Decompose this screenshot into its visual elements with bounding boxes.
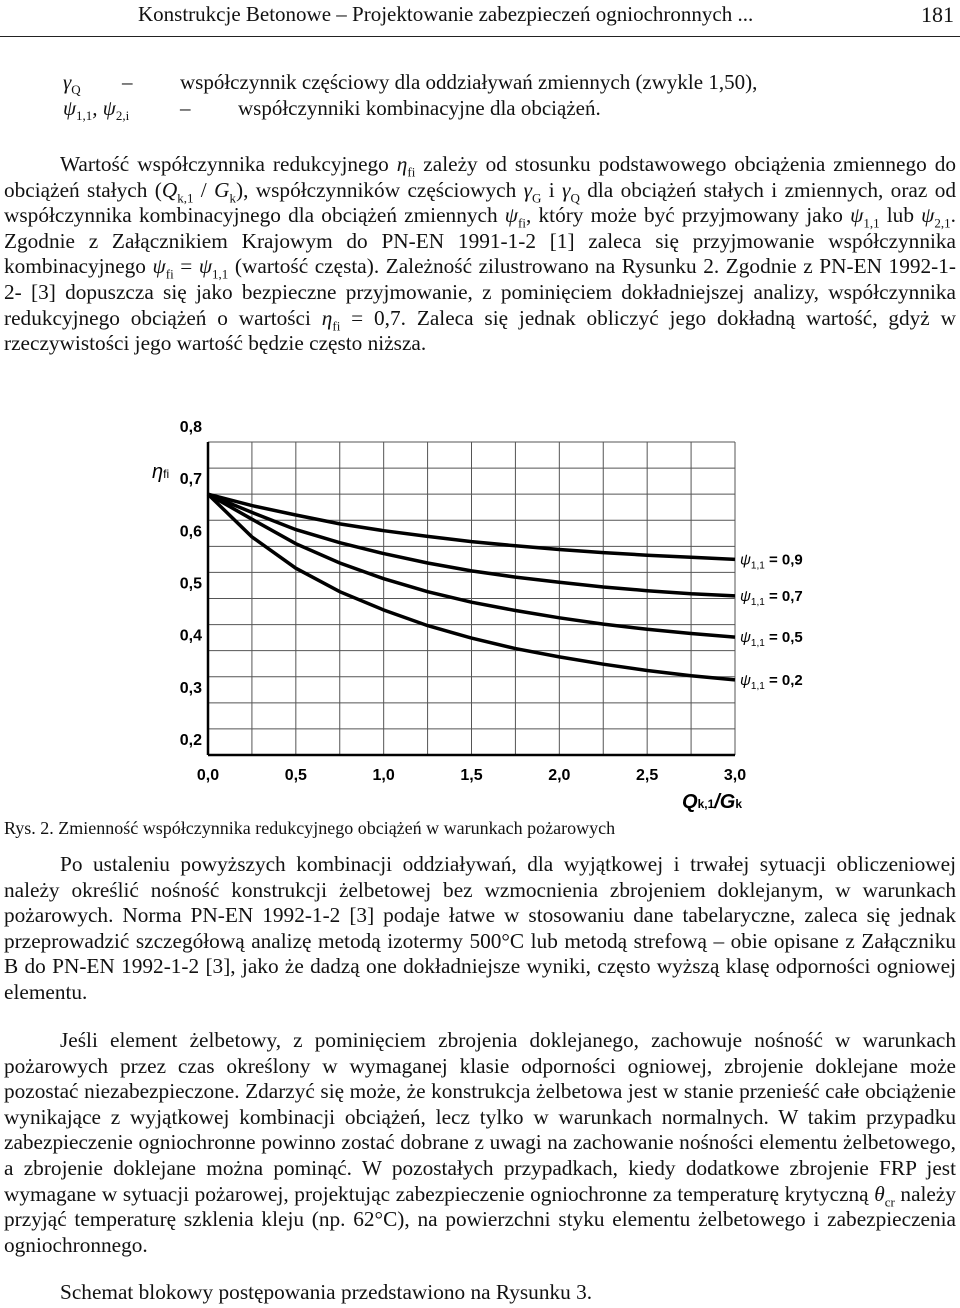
x-axis-label: Qk,1/Gk — [682, 791, 743, 813]
paragraph: Schemat blokowy postępowania przedstawiono na Rysunku 3. — [60, 1280, 593, 1304]
y-tick-label: 0,3 — [179, 679, 202, 697]
paragraph: Wartość współczynnika redukcyjnego $\eta_{fi}$ zależy od stosunku podstawowego obciążenia zmiennego do obciążeń stałych $(Q_{k,1} / G_k)$, współczynników częściowych $\gamma_G$ i $\gamma_Q$ dla obciążeń stałych i zmiennych, oraz od współczynnika kombinacyjnego dla obciążeń zmiennych $\psi_{fi}$, który może być przyjmowany jako $\psi_{1,1}$ lub $\psi_{2,1}$. Zgodnie z Załącznikiem Krajowym do PN-EN 1991-1-2 [1] zaleca się przyjmowanie współczynnika kombinacyjnego $\psi_{fi} = \psi_{1,1}$ (wartość częsta). Zależność zilustrowano na Rysunku 2. Zgodnie z PN-EN 1992-1-2- [3] dopuszcza się jako bezpieczne przyjmowanie, z pominięciem dokładniejszej analizy, współczynnika redukcyjnego obciążeń o wartości $\eta_{fi} = 0,7$. Zaleca się jednak obliczyć jego dokładną wartość, gdyż w rzeczywistości jego wartość będzie często niższa. — [4, 152, 957, 356]
y-axis-label: ηfi — [152, 461, 170, 483]
y-tick-label: 0,7 — [179, 471, 202, 489]
figure-caption: Rys. 2. Zmienność współczynnika redukcyjnego obciążeń w warunkach pożarowych — [4, 818, 616, 838]
series-label: $\psi_{1,1} = 0,7$ — [740, 587, 803, 608]
page-number: 181 — [921, 2, 954, 27]
x-tick-label: 2,5 — [636, 767, 659, 784]
paragraph: Po ustaleniu powyższych kombinacji oddziaływań, dla wyjątkowej i trwałej sytuacji obliczeniowej należy określić nośność konstrukcji żelbetowej bez wzmocnienia zbrojeniem doklejanym, w warunkach pożarowych. Norma PN-EN 1992-1-2 [3] podaje łatwe w stosowaniu dane tabelaryczne, zaleca się jednak przeprowadzić szczegółową analizę metodą izotermy 500°C lub metodą strefową – obie opisane z Załączniku B do PN-EN 1992-1-2 [3], jako że dadzą one dokładniejsze wyniki, często wyższą klasę odporności ogniowej elementu. — [4, 852, 956, 1004]
definition-dash: – — [180, 96, 191, 120]
paragraph: Jeśli element żelbetowy, z pominięciem zbrojenia doklejanego, zachowuje nośność w warunkach pożarowych przez czas określony w wymaganej klasie odporności ogniowej, zbrojenie doklejane może pozostać niezabezpieczone. Zdarzyć się może, że konstrukcja żelbetowa jest w stanie przenieść całe obciążenie wynikające z wyjątkowej kombinacji obciążeń, lecz tylko w warunkach normalnych. W takim przypadku zabezpieczenie ogniochronne powinno zostać dobrane z uwagi na zachowanie nośności elementu żelbetowego, a zbrojenie doklejane można pominąć. W pozostałych przypadkach, kiedy dodatkowe zbrojenie FRP jest wymagane w sytuacji pożarowej, projektując zabezpieczenie ogniochronne za temperaturę krytyczną $\theta_{cr}$ należy przyjąć temperaturę szklenia kleju (np. 62°C), na powierzchni styku elementu żelbetowego i zabezpieczenia ogniochronnego. — [4, 1028, 956, 1257]
header-title: Konstrukcje Betonowe – Projektowanie zabezpieczeń ogniochronnych ... — [138, 2, 754, 26]
x-tick-label: 0,5 — [284, 767, 307, 784]
definition-text: współczynniki kombinacyjne dla obciążeń. — [238, 96, 601, 120]
definition-symbol: $\psi_{1,1}$, $\psi_{2,i}$ — [63, 96, 130, 124]
running-header — [0, 0, 960, 37]
y-tick-label: 0,6 — [179, 523, 202, 541]
y-tick-label: 0,2 — [179, 732, 202, 749]
x-tick-label: 2,0 — [548, 767, 571, 784]
reduction-factor-chart — [140, 419, 820, 813]
y-tick-label: 0,4 — [179, 627, 202, 645]
y-tick-label: 0,5 — [179, 575, 202, 593]
x-tick-label: 1,5 — [460, 767, 483, 784]
definition-symbol: $\gamma_Q$ — [63, 70, 81, 98]
definition-dash: – — [122, 70, 133, 94]
y-tick-label: 0,8 — [179, 419, 202, 436]
x-tick-label: 3,0 — [723, 767, 747, 784]
x-tick-label: 0,0 — [196, 767, 220, 784]
series-label: $\psi_{1,1} = 0,9$ — [740, 551, 803, 572]
series-label: $\psi_{1,1} = 0,5$ — [740, 629, 803, 650]
x-tick-label: 1,0 — [372, 767, 395, 784]
series-label: $\psi_{1,1} = 0,2$ — [740, 671, 803, 692]
definition-text: współczynnik częściowy dla oddziaływań zmiennych (zwykle 1,50), — [180, 70, 758, 94]
